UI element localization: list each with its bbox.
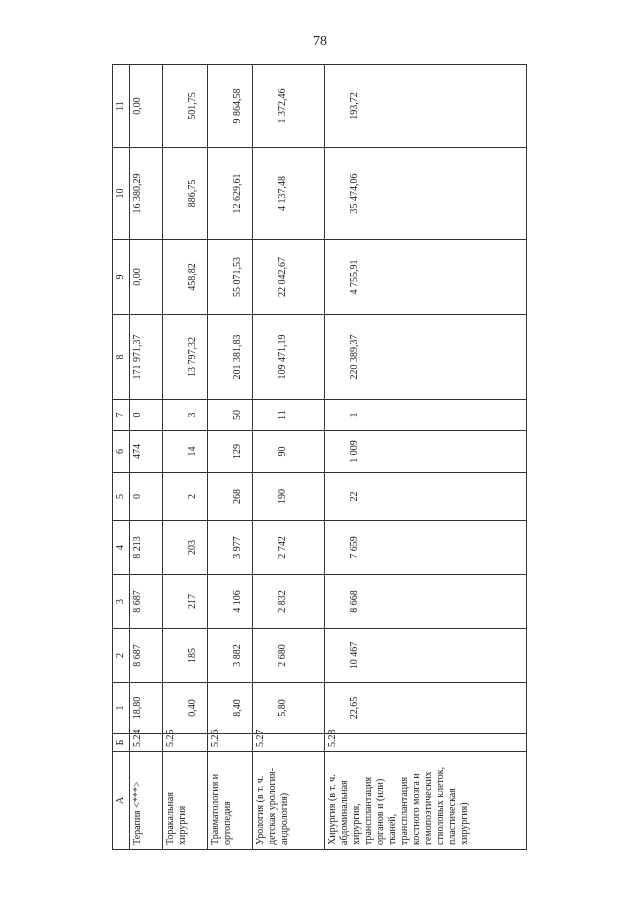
table-cell: 0,00 [130,240,163,315]
column-header: 8 [113,315,130,400]
column-header: А [113,752,130,850]
table-cell: 7 659 [325,521,527,575]
row-code: 5.27 [253,734,325,752]
column-header: 9 [113,240,130,315]
table-cell: 0,00 [130,65,163,148]
column-header: 10 [113,148,130,240]
column-header: 6 [113,431,130,473]
row-name: Терапия <***> [130,752,163,850]
table-cell: 22 042,67 [253,240,325,315]
column-header: 5 [113,473,130,521]
table-row [130,65,163,850]
table-cell: 8 668 [325,575,527,629]
table-cell: 35 474,06 [325,148,527,240]
table-cell: 3 882 [208,629,253,683]
table-cell: 4 137,48 [253,148,325,240]
column-header: Б [113,734,130,752]
column-header: 7 [113,400,130,431]
row-name: Торакальная хирургия [163,752,208,850]
table-cell: 1 [325,400,527,431]
column-header: 2 [113,629,130,683]
table-cell: 0 [130,473,163,521]
table-cell: 203 [163,521,208,575]
table-cell: 55 071,53 [208,240,253,315]
table-cell: 501,75 [163,65,208,148]
table-row [325,65,527,850]
data-table [112,64,527,850]
table-row [208,65,253,850]
table-header-row [113,65,130,850]
table-cell: 18,80 [130,683,163,734]
row-name: Хирургия (в т. ч. абдоминальная хирургия, трансплантация органов и (или) тканей, трансплантация костного мозга и гемопоэтических стволовых клеток, пластическая хирургия) [325,752,527,850]
table-cell: 8,40 [208,683,253,734]
table-cell: 4 755,91 [325,240,527,315]
table-row [163,65,208,850]
table-cell: 8 687 [130,629,163,683]
table-cell: 0 [130,400,163,431]
table-row [253,65,325,850]
table-cell: 13 797,32 [163,315,208,400]
row-name: Урология (в т. ч. детская урология-андрология) [253,752,325,850]
table-cell: 4 106 [208,575,253,629]
table-cell: 5,80 [253,683,325,734]
table-cell: 12 629,61 [208,148,253,240]
table-cell: 2 832 [253,575,325,629]
table-cell: 3 977 [208,521,253,575]
table-cell: 474 [130,431,163,473]
table-cell: 14 [163,431,208,473]
table-cell: 190 [253,473,325,521]
column-header: 1 [113,683,130,734]
table-cell: 1 372,46 [253,65,325,148]
row-code: 5.24 [130,734,163,752]
table-cell: 129 [208,431,253,473]
table-cell: 886,75 [163,148,208,240]
table-cell: 458,82 [163,240,208,315]
table-cell: 201 381,83 [208,315,253,400]
table-cell: 11 [253,400,325,431]
table-cell: 22,65 [325,683,527,734]
table-cell: 217 [163,575,208,629]
column-header: 4 [113,521,130,575]
column-header: 3 [113,575,130,629]
table-cell: 193,72 [325,65,527,148]
table-cell: 22 [325,473,527,521]
page-number: 78 [313,34,327,49]
row-code: 5.26 [208,734,253,752]
table-cell: 1 009 [325,431,527,473]
row-code: 5.25 [163,734,208,752]
table-cell: 171 971,37 [130,315,163,400]
table-cell: 10 467 [325,629,527,683]
table-cell: 0,40 [163,683,208,734]
table-cell: 90 [253,431,325,473]
table-cell: 2 742 [253,521,325,575]
table-cell: 268 [208,473,253,521]
table-cell: 3 [163,400,208,431]
table-cell: 220 389,37 [325,315,527,400]
table-cell: 2 680 [253,629,325,683]
table-cell: 16 380,29 [130,148,163,240]
row-name: Травматология и ортопедия [208,752,253,850]
rotated-table-container [112,65,527,850]
row-code: 5.28 [325,734,527,752]
table-cell: 8 213 [130,521,163,575]
table-cell: 109 471,19 [253,315,325,400]
table-cell: 185 [163,629,208,683]
column-header: 11 [113,65,130,148]
table-cell: 50 [208,400,253,431]
table-cell: 2 [163,473,208,521]
table-cell: 8 687 [130,575,163,629]
table-cell: 9 864,58 [208,65,253,148]
